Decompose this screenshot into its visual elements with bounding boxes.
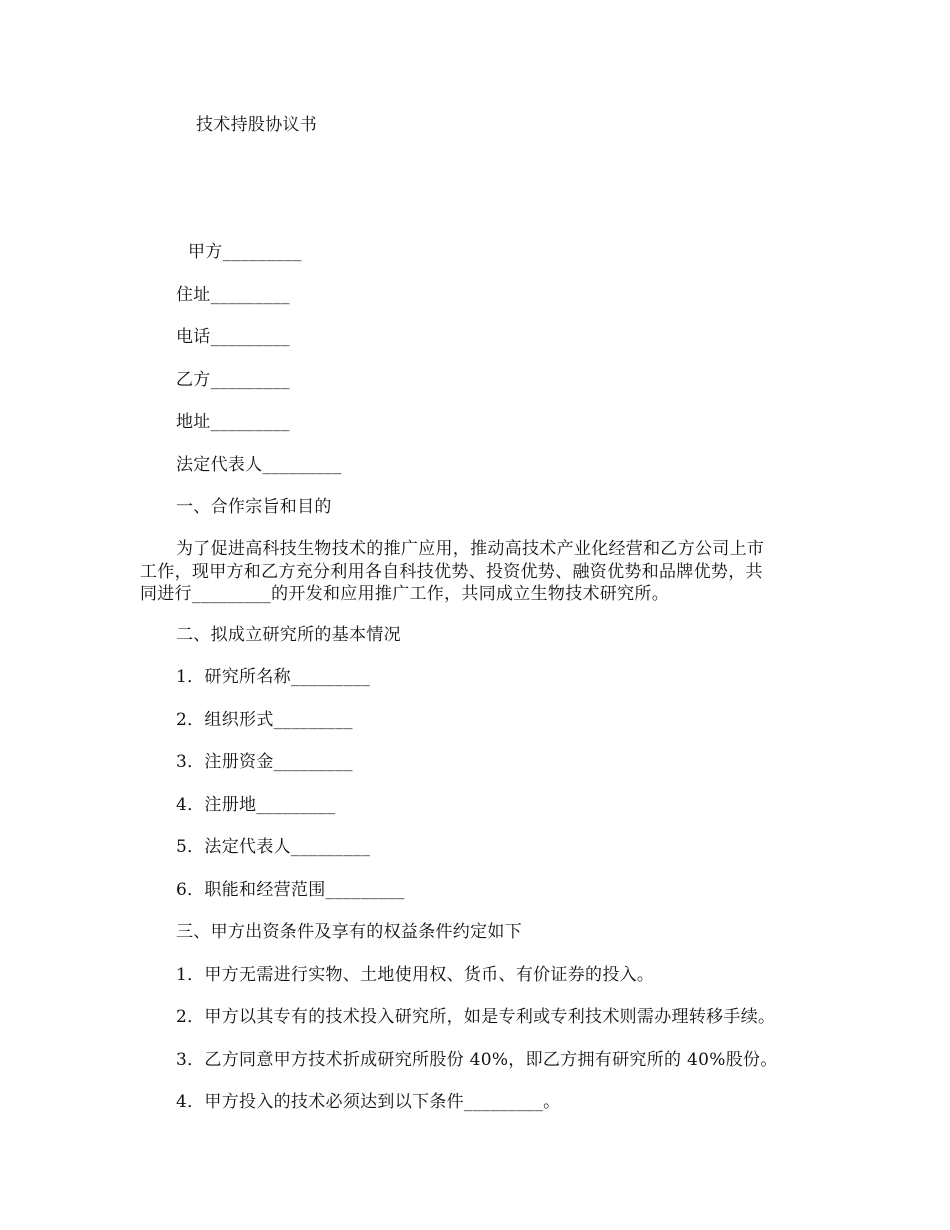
section2-heading: 二、拟成立研究所的基本情况: [176, 625, 401, 645]
section2-item: 2．组织形式_________: [176, 710, 353, 730]
section3-item: 3．乙方同意甲方技术折成研究所股份 40%，即乙方拥有研究所的 40%股份。: [176, 1050, 778, 1070]
phone-field: 电话_________: [176, 327, 290, 347]
address-a-field: 住址_________: [176, 285, 290, 305]
section3-heading: 三、甲方出资条件及享有的权益条件约定如下: [176, 922, 522, 942]
party-a-field: 甲方_________: [188, 242, 302, 262]
section2-item: 3．注册资金_________: [176, 752, 353, 772]
section3-item: 1．甲方无需进行实物、土地使用权、货币、有价证券的投入。: [176, 965, 655, 985]
section1-paragraph-line: 为了促进高科技生物技术的推广应用，推动高技术产业化经营和乙方公司上市: [176, 539, 765, 559]
section2-item: 6．职能和经营范围_________: [176, 880, 405, 900]
section1-paragraph: [140, 538, 816, 606]
section2-item: 1．研究所名称_________: [176, 667, 371, 687]
section2-item: 5．法定代表人_________: [176, 837, 371, 857]
section1-paragraph-line: 同进行_________的开发和应用推广工作，共同成立生物技术研究所。: [140, 584, 669, 604]
legal-rep-field: 法定代表人_________: [176, 455, 342, 475]
section2-item: 4．注册地_________: [176, 795, 336, 815]
section3-item: 2．甲方以其专有的技术投入研究所，如是专利或专利技术则需办理转移手续。: [176, 1007, 776, 1027]
section1-paragraph-line: 工作，现甲方和乙方充分利用各自科技优势、投资优势、融资优势和品牌优势，共: [140, 561, 763, 582]
section1-heading: 一、合作宗旨和目的: [176, 497, 332, 517]
party-b-field: 乙方_________: [176, 370, 290, 390]
document-title: 技术持股协议书: [196, 115, 318, 135]
address-b-field: 地址_________: [176, 412, 290, 432]
section3-item: 4．甲方投入的技术必须达到以下条件_________。: [176, 1092, 561, 1112]
